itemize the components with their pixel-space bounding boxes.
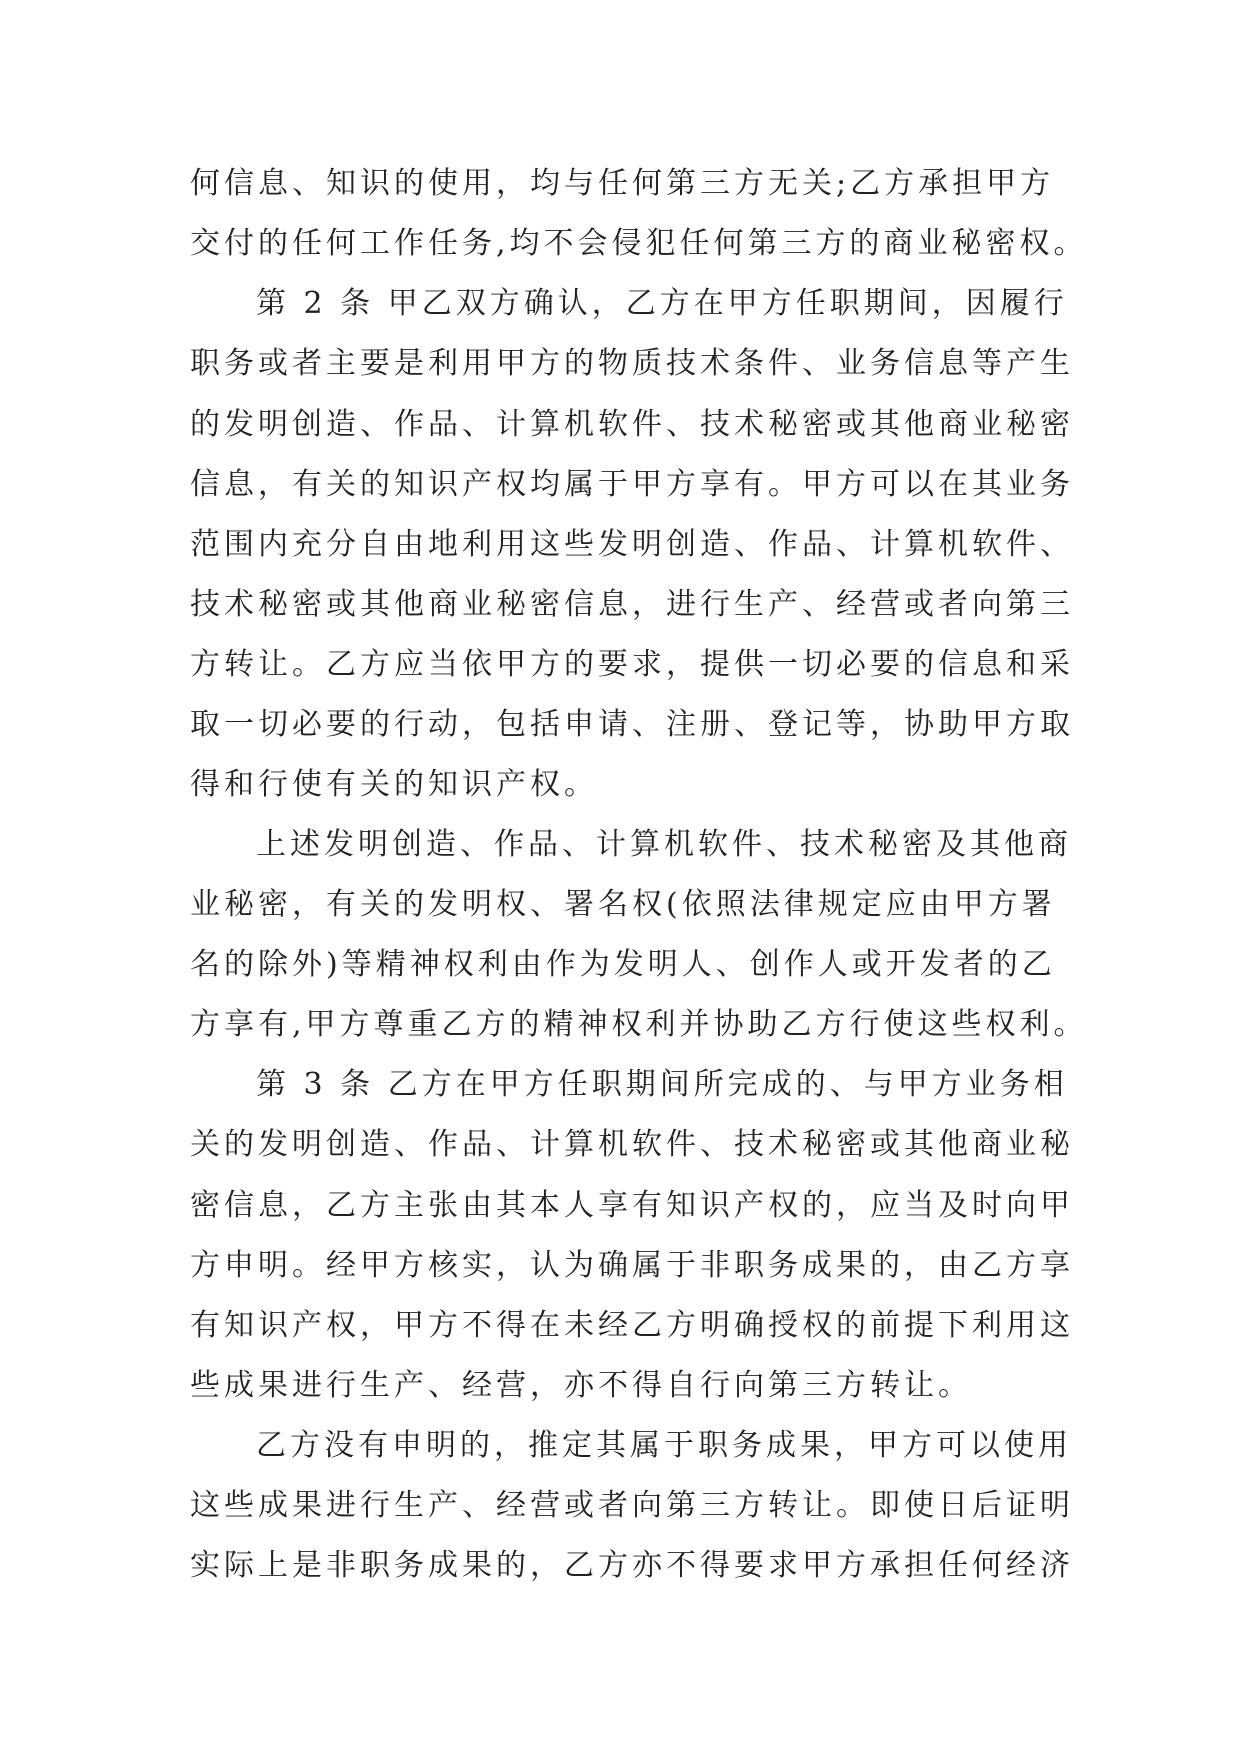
paragraph-start-line: 第 2 条 甲乙双方确认，乙方在甲方任职期间，因履行 bbox=[256, 286, 1068, 321]
text-line: 得和行使有关的知识产权。 bbox=[190, 767, 598, 802]
text-line: 方享有,甲方尊重乙方的精神权利并协助乙方行使这些权利。 bbox=[190, 1007, 1088, 1042]
paragraph-start-line: 乙方没有申明的，推定其属于职务成果，甲方可以使用 bbox=[256, 1428, 1072, 1463]
text-line: 实际上是非职务成果的，乙方亦不得要求甲方承担任何经济 bbox=[190, 1548, 1074, 1583]
paragraph-start-line: 第 3 条 乙方在甲方任职期间所完成的、与甲方业务相 bbox=[256, 1067, 1068, 1102]
text-line: 有知识产权，甲方不得在未经乙方明确授权的前提下利用这 bbox=[190, 1308, 1074, 1343]
text-line: 何信息、知识的使用，均与任何第三方无关;乙方承担甲方 bbox=[190, 166, 1055, 201]
text-line: 关的发明创造、作品、计算机软件、技术秘密或其他商业秘 bbox=[190, 1127, 1074, 1162]
text-line: 这些成果进行生产、经营或者向第三方转让。即使日后证明 bbox=[190, 1488, 1074, 1523]
text-line: 些成果进行生产、经营，亦不得自行向第三方转让。 bbox=[190, 1368, 972, 1403]
text-line: 方申明。经甲方核实，认为确属于非职务成果的，由乙方享 bbox=[190, 1248, 1074, 1283]
text-line: 信息，有关的知识产权均属于甲方享有。甲方可以在其业务 bbox=[190, 467, 1074, 502]
text-line: 方转让。乙方应当依甲方的要求，提供一切必要的信息和采 bbox=[190, 647, 1074, 682]
text-line: 业秘密，有关的发明权、署名权(依照法律规定应由甲方署 bbox=[190, 887, 1056, 922]
paragraph-start-line: 上述发明创造、作品、计算机软件、技术秘密及其他商 bbox=[256, 827, 1072, 862]
text-line: 的发明创造、作品、计算机软件、技术秘密或其他商业秘密 bbox=[190, 407, 1074, 442]
text-line: 技术秘密或其他商业秘密信息，进行生产、经营或者向第三 bbox=[190, 587, 1074, 622]
text-line: 职务或者主要是利用甲方的物质技术条件、业务信息等产生 bbox=[190, 346, 1074, 381]
text-line: 密信息，乙方主张由其本人享有知识产权的，应当及时向甲 bbox=[190, 1188, 1074, 1223]
text-line: 交付的任何工作任务,均不会侵犯任何第三方的商业秘密权。 bbox=[190, 226, 1088, 261]
text-line: 名的除外)等精神权利由作为发明人、创作人或开发者的乙 bbox=[190, 947, 1056, 982]
text-line: 取一切必要的行动，包括申请、注册、登记等，协助甲方取 bbox=[190, 707, 1074, 742]
text-line: 范围内充分自由地利用这些发明创造、作品、计算机软件、 bbox=[190, 527, 1074, 562]
